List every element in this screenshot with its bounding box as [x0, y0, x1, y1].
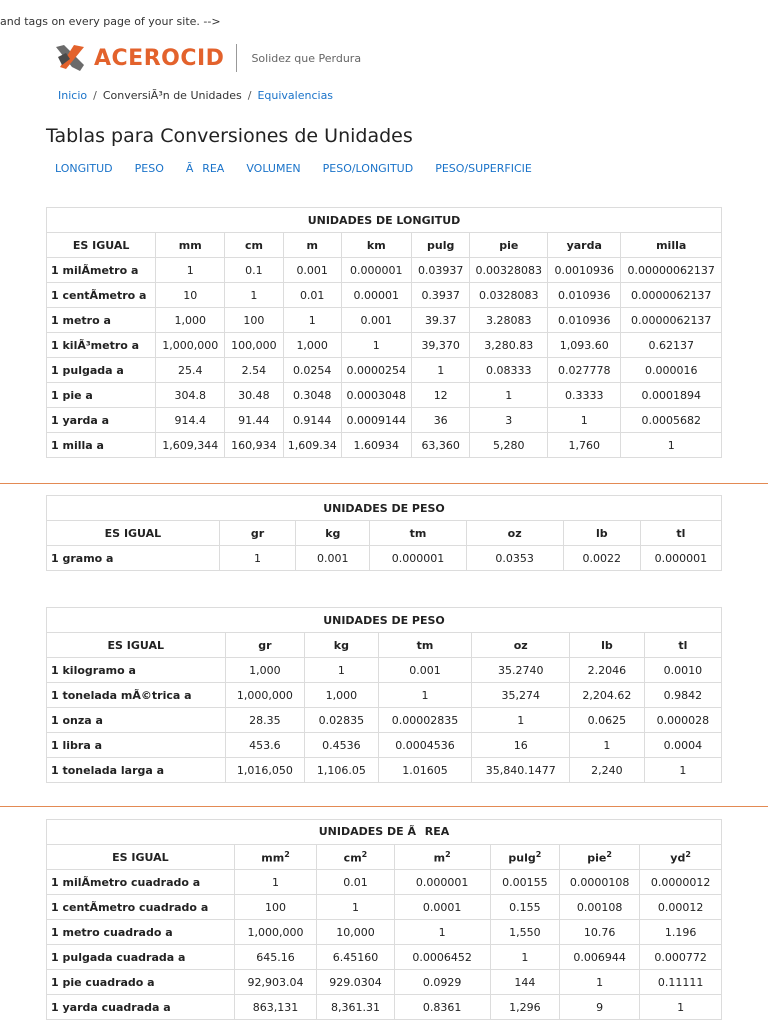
- column-header-label: pie: [587, 851, 607, 865]
- table-cell: 0.00002835: [378, 708, 472, 733]
- table-cell: 100: [234, 895, 317, 920]
- table-cell: 28.35: [225, 708, 305, 733]
- table-cell: 5,280: [470, 433, 548, 458]
- table-row: [47, 333, 722, 358]
- squared-superscript: 2: [535, 849, 542, 859]
- column-header: [234, 845, 317, 870]
- table-cell: 0.0009144: [341, 408, 411, 433]
- column-header: [47, 845, 235, 870]
- column-header: [548, 233, 621, 258]
- row-label: 1 tonelada mÃ©trica a: [47, 683, 226, 708]
- tab-volumen[interactable]: VOLUMEN: [246, 162, 301, 175]
- table-cell: 0.0003048: [341, 383, 411, 408]
- table-cell: 0.001: [296, 546, 370, 571]
- table-cell: 1: [570, 733, 645, 758]
- column-header-label: tl: [676, 526, 686, 540]
- table-cell: 30.48: [225, 383, 284, 408]
- table-cell: 10,000: [317, 920, 394, 945]
- tab-peso-longitud[interactable]: PESO/LONGITUD: [322, 162, 414, 175]
- table-row: [47, 308, 722, 333]
- table-cell: 0.1: [225, 258, 284, 283]
- table-cell: 0.00001: [341, 283, 411, 308]
- row-label: 1 kilogramo a: [47, 658, 226, 683]
- column-header: [156, 233, 225, 258]
- table-row: [47, 920, 722, 945]
- peso-table: [46, 607, 722, 783]
- table-cell: 1: [225, 283, 284, 308]
- column-header: [225, 633, 305, 658]
- table-cell: 0.00328083: [470, 258, 548, 283]
- table-cell: 0.0000108: [560, 870, 640, 895]
- column-header: [317, 845, 394, 870]
- table-cell: 35.2740: [472, 658, 570, 683]
- area-table: [46, 819, 722, 1020]
- table-row: [47, 870, 722, 895]
- table-cell: 0.0000062137: [621, 283, 722, 308]
- table-cell: 144: [490, 970, 559, 995]
- column-header: [219, 521, 295, 546]
- table-cell: 1: [560, 970, 640, 995]
- table-caption: UNIDADES DE ÃREA: [47, 820, 722, 845]
- column-header-label: tm: [409, 526, 427, 540]
- table-cell: 1: [640, 995, 722, 1020]
- breadcrumb-home-link[interactable]: Inicio: [58, 89, 88, 102]
- table-cell: 100: [225, 308, 284, 333]
- row-label: 1 tonelada larga a: [47, 758, 226, 783]
- row-label: 1 pulgada cuadrada a: [47, 945, 235, 970]
- stray-comment-text: and tags on every page of your site. -->: [0, 15, 221, 28]
- squared-superscript: 2: [284, 849, 290, 859]
- column-header-label: pulg: [427, 238, 455, 252]
- table-cell: 9: [560, 995, 640, 1020]
- table-row: [47, 383, 722, 408]
- table-cell: 0.0625: [570, 708, 645, 733]
- column-header: [560, 845, 640, 870]
- table-cell: 0.000001: [370, 546, 466, 571]
- table-cell: 1,609,344: [156, 433, 225, 458]
- table-cell: 0.00000062137: [621, 258, 722, 283]
- column-header-label: km: [366, 238, 386, 252]
- tab-area[interactable]: ÃREA: [185, 162, 225, 175]
- table-cell: 1,296: [490, 995, 559, 1020]
- table-cell: 25.4: [156, 358, 225, 383]
- row-label: 1 pie a: [47, 383, 156, 408]
- breadcrumb-equivalencias-link[interactable]: Equivalencias: [257, 89, 334, 102]
- column-header: [370, 521, 466, 546]
- row-label: 1 milla a: [47, 433, 156, 458]
- column-header: [490, 845, 559, 870]
- table-cell: 1,000,000: [225, 683, 305, 708]
- table-cell: 160,934: [225, 433, 284, 458]
- table-cell: 0.00012: [640, 895, 722, 920]
- table-cell: 0.0006452: [394, 945, 490, 970]
- table-row: [47, 970, 722, 995]
- table-cell: 10.76: [560, 920, 640, 945]
- column-header-label: cm: [244, 238, 263, 252]
- table-cell: 8,361.31: [317, 995, 394, 1020]
- table-cell: 0.3333: [548, 383, 621, 408]
- table-cell: 0.001: [378, 658, 472, 683]
- row-label: 1 yarda a: [47, 408, 156, 433]
- table-cell: 0.00155: [490, 870, 559, 895]
- squared-superscript: 2: [606, 849, 612, 859]
- table-cell: 0.010936: [548, 283, 621, 308]
- table-cell: 3.28083: [470, 308, 548, 333]
- table-cell: 0.0328083: [470, 283, 548, 308]
- table-cell: 0.0353: [466, 546, 563, 571]
- table-cell: 35,274: [472, 683, 570, 708]
- row-label: 1 kilÃ³metro a: [47, 333, 156, 358]
- row-label: 1 centÃmetro a: [47, 283, 156, 308]
- table-cell: 1,609.34: [283, 433, 341, 458]
- logo-text: ACEROCID: [94, 45, 225, 71]
- table-cell: 0.01: [317, 870, 394, 895]
- table-cell: 0.000016: [621, 358, 722, 383]
- peso-gramo-table: [46, 495, 722, 571]
- table-cell: 0.001: [341, 308, 411, 333]
- unit-tabs: [55, 162, 532, 176]
- column-header-label: tl: [678, 638, 688, 652]
- table-cell: 1.01605: [378, 758, 472, 783]
- table-cell: 0.0010936: [548, 258, 621, 283]
- table-row: [47, 358, 722, 383]
- column-header-label: milla: [656, 238, 687, 252]
- table-cell: 10: [156, 283, 225, 308]
- squared-superscript: 2: [685, 849, 691, 859]
- table-cell: 1: [234, 870, 317, 895]
- table-cell: 929.0304: [317, 970, 394, 995]
- column-header-label: oz: [513, 638, 528, 652]
- column-header: [296, 521, 370, 546]
- table-cell: 2.2046: [570, 658, 645, 683]
- table-cell: 92,903.04: [234, 970, 317, 995]
- table-cell: 1: [490, 945, 559, 970]
- page-title: Tablas para Conversiones de Unidades: [46, 125, 413, 147]
- table-row: [47, 408, 722, 433]
- table-cell: 0.4536: [305, 733, 378, 758]
- table-cell: 0.027778: [548, 358, 621, 383]
- table-cell: 0.8361: [394, 995, 490, 1020]
- row-label: 1 onza a: [47, 708, 226, 733]
- table-cell: 0.3937: [411, 283, 470, 308]
- column-header: [644, 633, 721, 658]
- table-cell: 12: [411, 383, 470, 408]
- column-header-label: kg: [333, 638, 349, 652]
- column-header-label: pulg: [508, 851, 536, 865]
- column-header-label: yd: [670, 851, 686, 865]
- logo-divider: [236, 44, 237, 72]
- table-caption: UNIDADES DE LONGITUD: [47, 208, 722, 233]
- column-header: [341, 233, 411, 258]
- table-cell: 1: [317, 895, 394, 920]
- table-cell: 1,000: [283, 333, 341, 358]
- table-cell: 1,000: [305, 683, 378, 708]
- table-cell: 0.01: [283, 283, 341, 308]
- table-cell: 1,106.05: [305, 758, 378, 783]
- table-cell: 0.006944: [560, 945, 640, 970]
- table-cell: 16: [472, 733, 570, 758]
- table-row: [47, 258, 722, 283]
- table-row: [47, 658, 722, 683]
- table-cell: 1.60934: [341, 433, 411, 458]
- column-header-label: lb: [595, 526, 608, 540]
- table-row: [47, 733, 722, 758]
- row-label: 1 metro cuadrado a: [47, 920, 235, 945]
- table-cell: 2,204.62: [570, 683, 645, 708]
- column-header: [640, 845, 722, 870]
- table-cell: 39,370: [411, 333, 470, 358]
- row-label: 1 milÃmetro cuadrado a: [47, 870, 235, 895]
- table-cell: 1: [621, 433, 722, 458]
- column-header-label: kg: [325, 526, 341, 540]
- table-cell: 1,093.60: [548, 333, 621, 358]
- table-cell: 0.0000012: [640, 870, 722, 895]
- column-header-label: tm: [416, 638, 434, 652]
- column-header: [47, 233, 156, 258]
- column-header-label: ES IGUAL: [107, 638, 165, 652]
- squared-superscript: 2: [361, 849, 368, 859]
- table-cell: 1,000: [156, 308, 225, 333]
- row-label: 1 gramo a: [47, 546, 220, 571]
- table-cell: 863,131: [234, 995, 317, 1020]
- table-cell: 0.155: [490, 895, 559, 920]
- column-header-label: lb: [601, 638, 613, 652]
- logo-icon: [54, 43, 90, 73]
- table-cell: 0.0001: [394, 895, 490, 920]
- table-row: [47, 283, 722, 308]
- table-cell: 0.11111: [640, 970, 722, 995]
- column-header-label: ES IGUAL: [112, 850, 169, 864]
- breadcrumb-separator: /: [93, 89, 97, 102]
- table-cell: 645.16: [234, 945, 317, 970]
- column-header: [378, 633, 472, 658]
- table-cell: 6.45160: [317, 945, 394, 970]
- tab-longitud[interactable]: LONGITUD: [55, 162, 113, 175]
- table-cell: 0.0004536: [378, 733, 472, 758]
- table-cell: 0.0005682: [621, 408, 722, 433]
- table-cell: 1: [394, 920, 490, 945]
- row-label: 1 yarda cuadrada a: [47, 995, 235, 1020]
- table-cell: 0.0254: [283, 358, 341, 383]
- table-cell: 1: [156, 258, 225, 283]
- column-header: [466, 521, 563, 546]
- table-cell: 0.000001: [640, 546, 721, 571]
- column-header-label: m: [433, 851, 446, 865]
- table-cell: 0.3048: [283, 383, 341, 408]
- table-cell: 0.08333: [470, 358, 548, 383]
- table-row: [47, 683, 722, 708]
- table-cell: 0.000028: [644, 708, 721, 733]
- column-header: [472, 633, 570, 658]
- table-cell: 91.44: [225, 408, 284, 433]
- table-cell: 35,840.1477: [472, 758, 570, 783]
- table-cell: 1: [341, 333, 411, 358]
- table-cell: 0.62137: [621, 333, 722, 358]
- table-cell: 0.000001: [341, 258, 411, 283]
- column-header-label: gr: [258, 638, 272, 652]
- table-cell: 36: [411, 408, 470, 433]
- table-cell: 1,000,000: [234, 920, 317, 945]
- table-cell: 1: [472, 708, 570, 733]
- longitud-table: [46, 207, 722, 458]
- table-cell: 0.0000254: [341, 358, 411, 383]
- breadcrumb: [58, 89, 333, 102]
- table-cell: 0.0001894: [621, 383, 722, 408]
- table-cell: 1,000: [225, 658, 305, 683]
- row-label: 1 libra a: [47, 733, 226, 758]
- tagline: Solidez que Perdura: [251, 51, 362, 65]
- column-header: [570, 633, 645, 658]
- table-cell: 304.8: [156, 383, 225, 408]
- table-cell: 0.000001: [394, 870, 490, 895]
- column-header-label: cm: [343, 851, 362, 865]
- column-header: [411, 233, 470, 258]
- table-cell: 1: [644, 758, 721, 783]
- table-cell: 2.54: [225, 358, 284, 383]
- tab-peso-superficie[interactable]: PESO/SUPERFICIE: [435, 162, 532, 175]
- table-cell: 1: [219, 546, 295, 571]
- column-header: [47, 633, 226, 658]
- table-cell: 1: [305, 658, 378, 683]
- row-label: 1 pie cuadrado a: [47, 970, 235, 995]
- table-cell: 1: [283, 308, 341, 333]
- table-cell: 0.03937: [411, 258, 470, 283]
- row-label: 1 pulgada a: [47, 358, 156, 383]
- row-label: 1 centÃmetro cuadrado a: [47, 895, 235, 920]
- table-cell: 2,240: [570, 758, 645, 783]
- column-header: [283, 233, 341, 258]
- table-cell: 1: [548, 408, 621, 433]
- table-cell: 1: [470, 383, 548, 408]
- table-cell: 0.00108: [560, 895, 640, 920]
- table-cell: 1,000,000: [156, 333, 225, 358]
- column-header-label: oz: [507, 526, 522, 540]
- table-cell: 1: [411, 358, 470, 383]
- tab-peso[interactable]: PESO: [134, 162, 164, 175]
- column-header: [640, 521, 721, 546]
- column-header-label: yarda: [566, 238, 602, 252]
- section-divider: [0, 806, 768, 807]
- column-header-label: m: [306, 238, 318, 252]
- table-row: [47, 546, 722, 571]
- table-row: [47, 433, 722, 458]
- table-caption: UNIDADES DE PESO: [47, 496, 722, 521]
- column-header: [563, 521, 640, 546]
- table-row: [47, 708, 722, 733]
- table-cell: 453.6: [225, 733, 305, 758]
- table-cell: 0.001: [283, 258, 341, 283]
- table-row: [47, 895, 722, 920]
- table-cell: 100,000: [225, 333, 284, 358]
- row-label: 1 milÃmetro a: [47, 258, 156, 283]
- table-cell: 0.010936: [548, 308, 621, 333]
- column-header: [394, 845, 490, 870]
- table-cell: 3,280.83: [470, 333, 548, 358]
- column-header-label: ES IGUAL: [72, 238, 130, 252]
- breadcrumb-current: ConversiÃ³n de Unidades: [102, 89, 242, 102]
- column-header: [470, 233, 548, 258]
- column-header: [225, 233, 284, 258]
- table-caption: UNIDADES DE PESO: [47, 608, 722, 633]
- table-cell: 914.4: [156, 408, 225, 433]
- table-cell: 63,360: [411, 433, 470, 458]
- table-cell: 0.0004: [644, 733, 721, 758]
- column-header-label: pie: [499, 238, 519, 252]
- table-cell: 0.000772: [640, 945, 722, 970]
- table-cell: 3: [470, 408, 548, 433]
- column-header-label: mm: [261, 851, 285, 865]
- table-cell: 0.0000062137: [621, 308, 722, 333]
- table-cell: 0.9144: [283, 408, 341, 433]
- column-header-label: gr: [250, 526, 265, 540]
- site-logo[interactable]: [54, 40, 361, 76]
- column-header: [305, 633, 378, 658]
- column-header: [47, 521, 220, 546]
- table-cell: 1,016,050: [225, 758, 305, 783]
- table-cell: 39.37: [411, 308, 470, 333]
- row-label: 1 metro a: [47, 308, 156, 333]
- table-row: [47, 758, 722, 783]
- table-cell: 0.9842: [644, 683, 721, 708]
- table-row: [47, 945, 722, 970]
- table-cell: 1.196: [640, 920, 722, 945]
- table-cell: 1: [378, 683, 472, 708]
- table-row: [47, 995, 722, 1020]
- column-header: [621, 233, 722, 258]
- table-cell: 0.0022: [563, 546, 640, 571]
- section-divider: [0, 483, 768, 484]
- squared-superscript: 2: [445, 849, 451, 859]
- table-cell: 0.0929: [394, 970, 490, 995]
- column-header-label: mm: [178, 238, 202, 252]
- table-cell: 0.0010: [644, 658, 721, 683]
- breadcrumb-separator: /: [247, 89, 252, 102]
- table-cell: 1,550: [490, 920, 559, 945]
- table-cell: 1,760: [548, 433, 621, 458]
- column-header-label: ES IGUAL: [104, 526, 162, 540]
- table-cell: 0.02835: [305, 708, 378, 733]
